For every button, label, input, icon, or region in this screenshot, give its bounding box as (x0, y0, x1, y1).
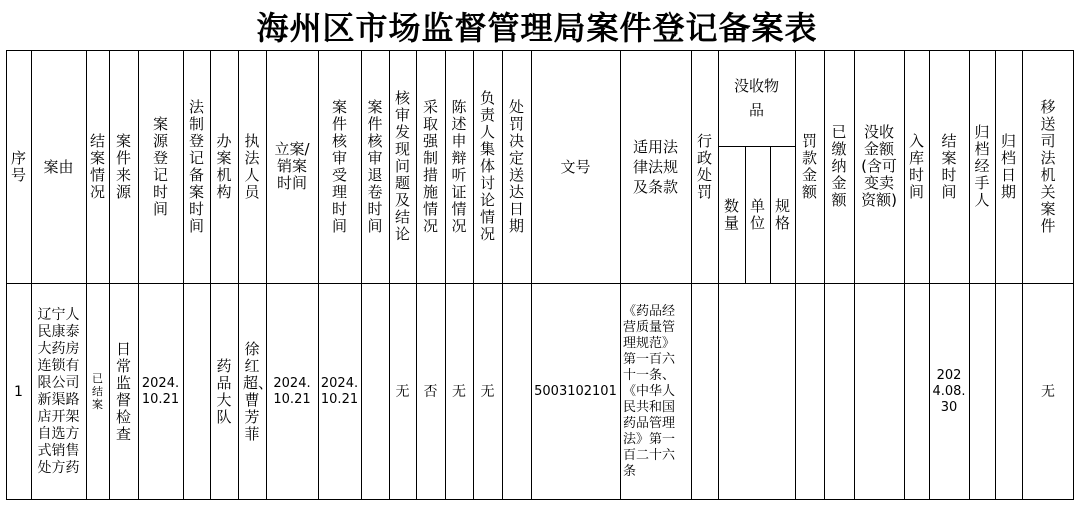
cell-applicable-law: 《药品经营质量管理规范》第一百六十一条、《中华人民共和国药品管理法》第一百二十六条 (623, 303, 676, 479)
cell-review-accept-time: 2024.10.21 (320, 375, 359, 407)
cell-coercive-measures: 否 (423, 383, 438, 400)
header-doc-no: 文号 (560, 157, 591, 176)
cell-transfer-judicial: 无 (1041, 383, 1055, 400)
header-quantity: 数量 (723, 196, 739, 232)
header-review-accept-time: 案件核审受理时间 (331, 97, 347, 235)
cell-quantity (718, 283, 745, 500)
cell-archive-date (995, 283, 1022, 500)
header-transfer-judicial: 移送司法机关案件 (1040, 97, 1056, 235)
header-agency: 办案机构 (216, 131, 232, 201)
cell-cause: 辽宁人民康泰大药房连锁有限公司新渠路店开架自选方式销售处方药 (37, 306, 80, 476)
header-close-time: 结案时间 (941, 131, 957, 201)
cell-legal-record-time (183, 283, 210, 500)
cell-agency: 药品大队 (216, 356, 232, 426)
header-seq: 序号 (10, 148, 26, 184)
header-cause: 案由 (43, 157, 74, 176)
header-statement-hearing: 陈述申辩听证情况 (451, 97, 467, 235)
header-confiscated: 没收物品 (733, 77, 779, 119)
cell-spec (770, 283, 795, 500)
cell-review-findings: 无 (395, 383, 410, 400)
header-collective-discussion: 负责人集体讨论情况 (479, 89, 495, 243)
cell-storage-time (904, 283, 929, 500)
cell-paid (824, 283, 854, 500)
cell-collective-discussion: 无 (480, 383, 495, 400)
cell-admin-penalty (691, 283, 718, 500)
header-close-status: 结案情况 (89, 131, 105, 201)
header-review-return-time: 案件核审退卷时间 (367, 97, 383, 235)
header-spec: 规格 (774, 196, 790, 232)
header-reg-time: 案源登记时间 (152, 114, 168, 218)
cell-unit (745, 283, 770, 500)
cell-doc-no: 5003102101 (534, 383, 617, 399)
cell-statement-hearing: 无 (452, 383, 466, 400)
cell-reg-time: 2024.10.21 (141, 375, 180, 407)
header-review-findings: 核审发现问题及结论 (394, 89, 410, 243)
header-legal-record-time: 法制登记备案时间 (188, 97, 204, 235)
header-storage-time: 入库时间 (908, 131, 924, 201)
cell-confiscated-amount (854, 283, 904, 500)
cell-seq: 1 (14, 383, 23, 400)
cell-filing-time: 2024.10.21 (273, 375, 311, 407)
header-coercive-measures: 采取强制措施情况 (422, 97, 438, 235)
cell-officers: 徐红超、曹芳菲 (243, 339, 274, 443)
header-filing-time: 立案/销案时间 (274, 140, 310, 192)
cell-fine (795, 283, 824, 500)
header-source: 案件来源 (115, 131, 131, 201)
page-title: 海州区市场监督管理局案件登记备案表 (256, 9, 818, 47)
header-paid: 已缴纳金额 (831, 123, 847, 209)
header-unit: 单位 (749, 196, 765, 232)
cell-review-return-time (361, 283, 389, 500)
header-fine: 罚款金额 (801, 131, 817, 201)
cell-archive-handler (969, 283, 995, 500)
header-confiscated-amount: 没收金额(含可变卖资额) (861, 123, 897, 209)
header-archive-handler: 归档经手人 (974, 123, 990, 209)
header-decision-delivery-date: 处罚决定送达日期 (508, 97, 524, 235)
cell-decision-delivery-date (502, 283, 531, 500)
cell-close-status: 已结案 (92, 372, 103, 411)
header-archive-date: 归档日期 (1000, 131, 1016, 201)
cell-source: 日常监督检查 (115, 339, 131, 443)
header-admin-penalty: 行政处罚 (696, 131, 712, 201)
cell-close-time: 2024.08.30 (932, 367, 966, 415)
header-applicable-law: 适用法律法规及条款 (632, 137, 678, 196)
header-officers: 执法人员 (244, 131, 260, 201)
